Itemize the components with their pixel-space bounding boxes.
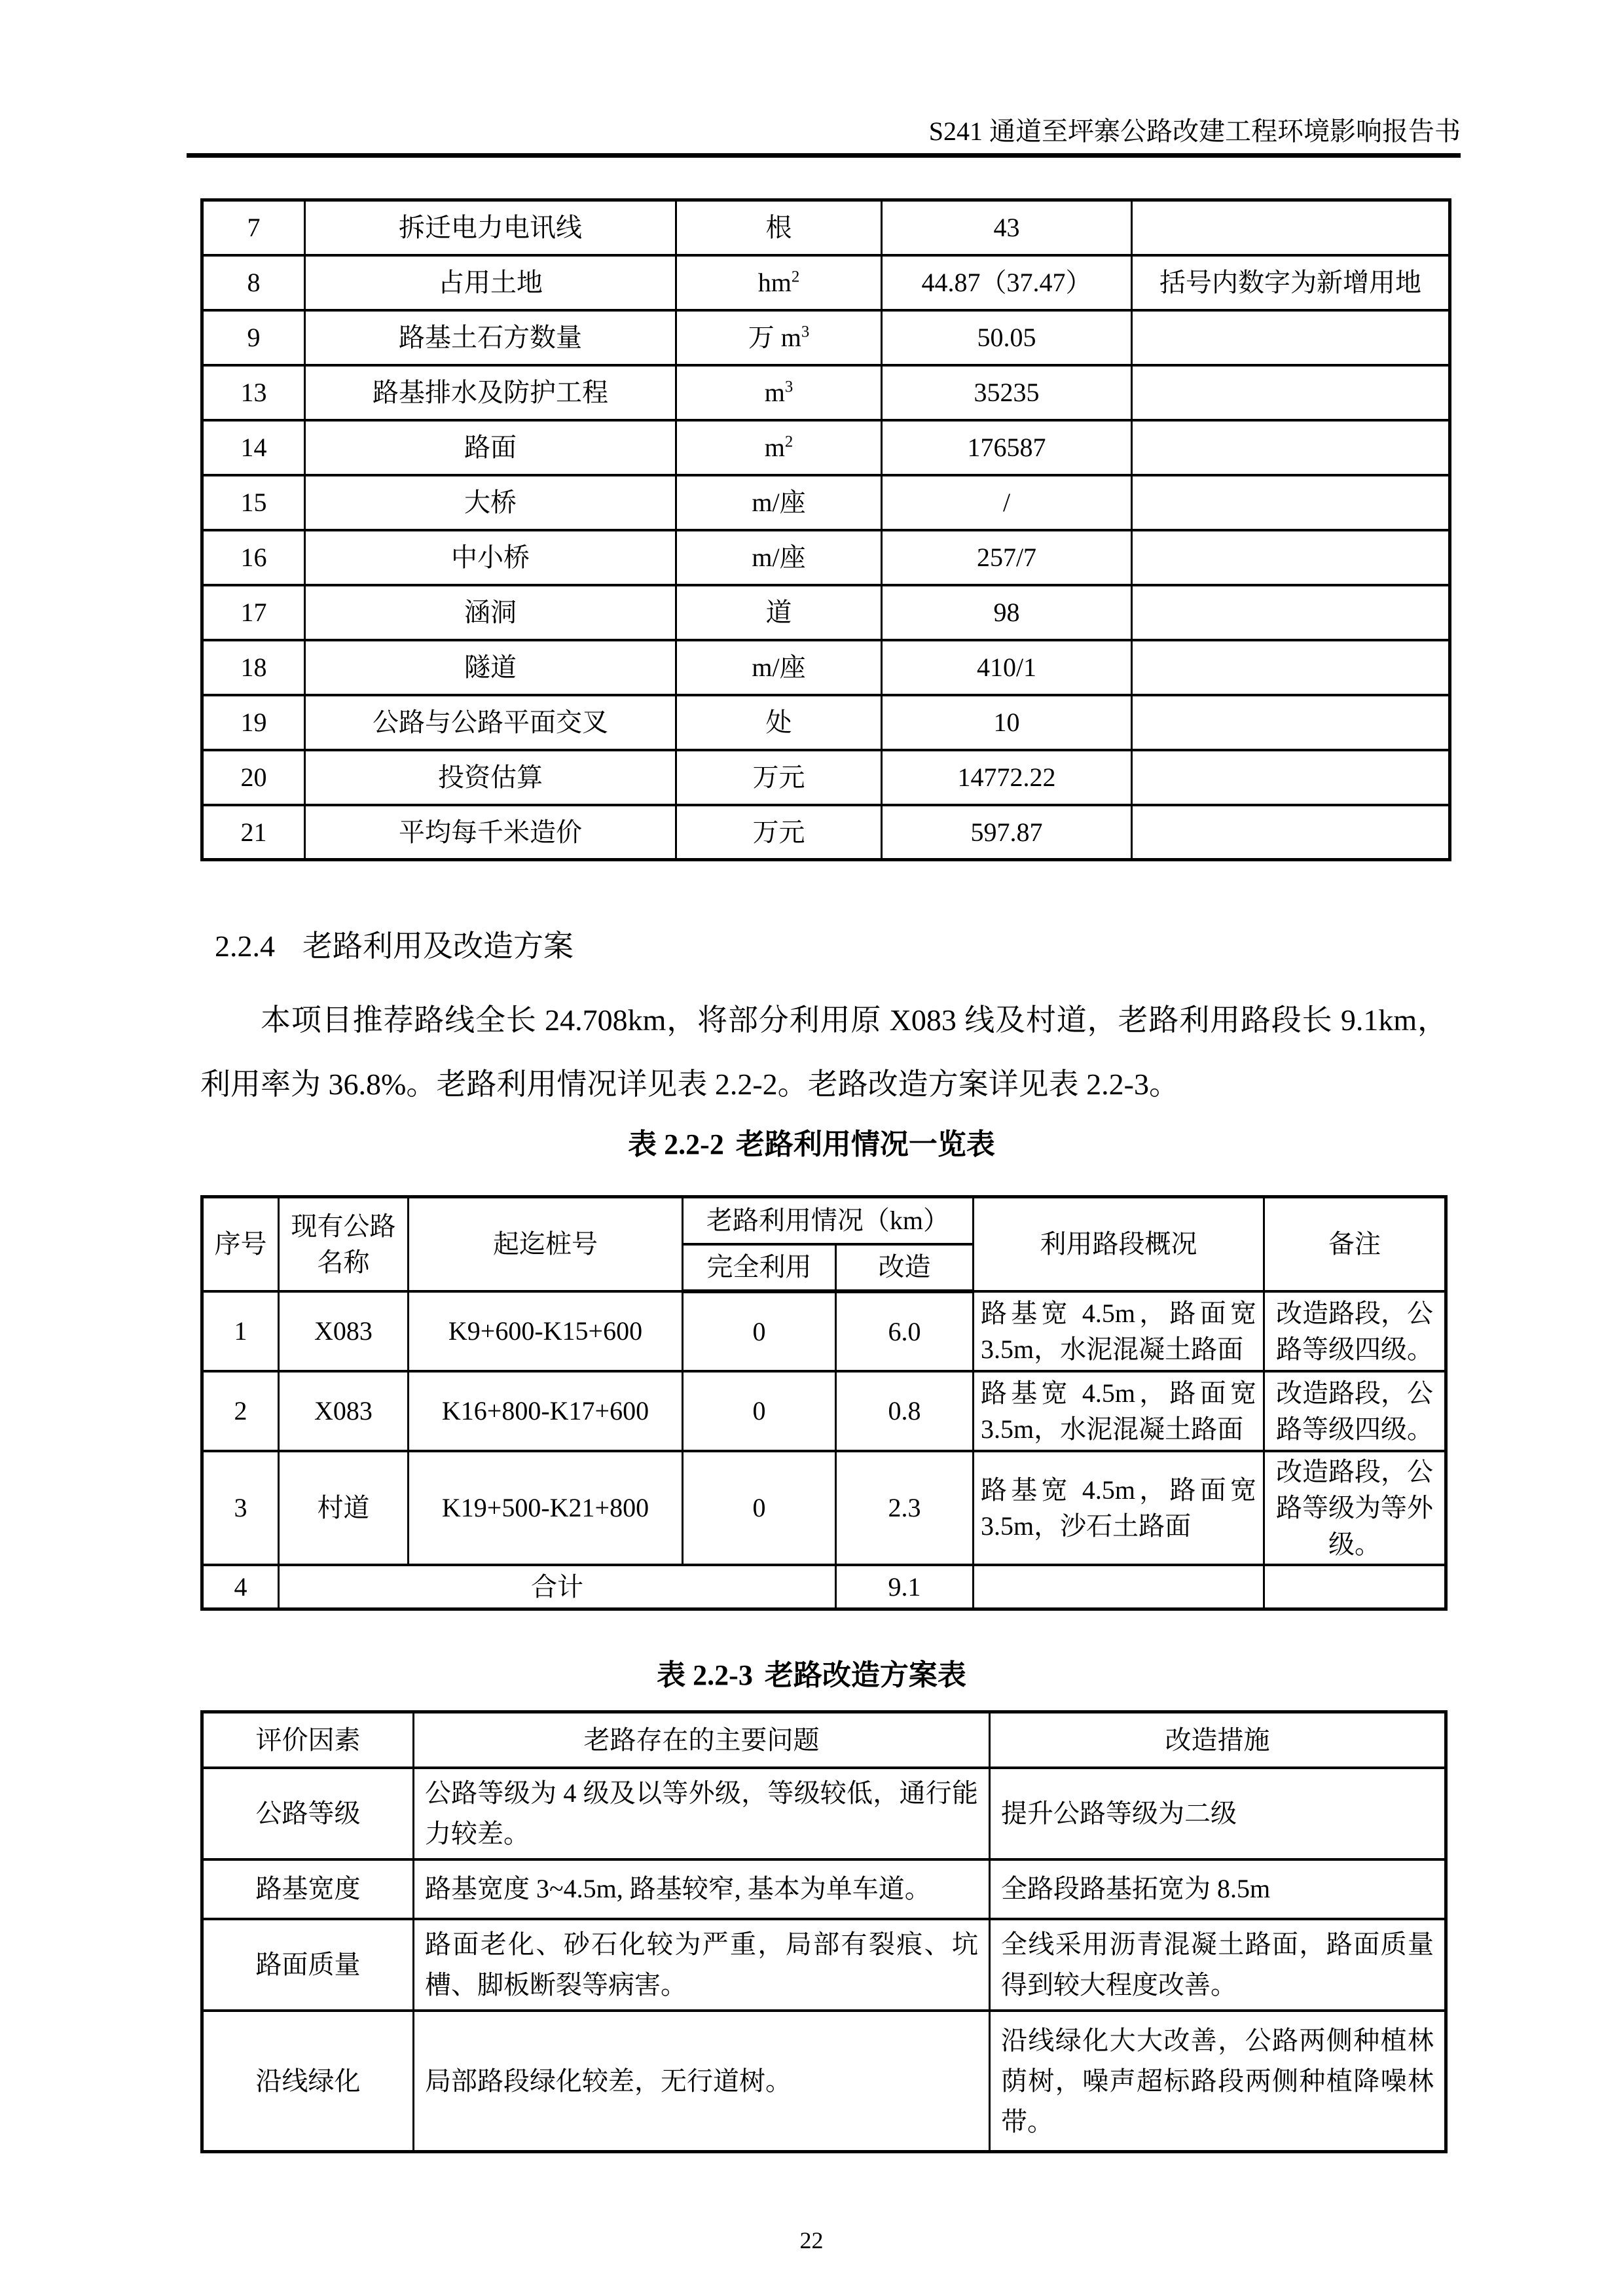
section-heading: [215, 927, 1623, 966]
table-cell: 14: [202, 420, 305, 475]
table-cell: 平均每千米造价: [305, 805, 676, 860]
table-row: [202, 2011, 1446, 2152]
table-cell: 13: [202, 365, 305, 420]
table-cell: 15: [202, 475, 305, 530]
header-cell-factor: 评价因素: [202, 1712, 414, 1768]
table-cell: 路基宽 4.5m，路面宽 3.5m，水泥混凝土路面: [974, 1291, 1264, 1371]
table-cell: 全路段路基拓宽为 8.5m: [990, 1859, 1446, 1919]
table-cell: [1132, 365, 1450, 420]
table-cell: 0: [683, 1451, 836, 1565]
table-cell: 改造路段，公路等级为等外级。: [1264, 1451, 1446, 1565]
table-row: [202, 200, 1450, 255]
table-cell: 根: [676, 200, 882, 255]
header-cell-measures: 改造措施: [990, 1712, 1446, 1768]
table-cell: 沿线绿化: [202, 2011, 414, 2152]
table-cell: 路基宽 4.5m，路面宽 3.5m，水泥混凝土路面: [974, 1371, 1264, 1451]
header-cell-use-group: 老路利用情况（km）: [683, 1197, 974, 1244]
table-cell: 村道: [279, 1451, 409, 1565]
rebuild-table-body: [202, 1768, 1446, 2152]
table-cell: 6.0: [836, 1291, 974, 1371]
table-cell: X083: [279, 1291, 409, 1371]
table-cell: 道: [676, 585, 882, 640]
table-cell: [1132, 805, 1450, 860]
table-cell: m/座: [676, 640, 882, 695]
table-cell: 路面老化、砂石化较为严重，局部有裂痕、坑槽、脚板断裂等病害。: [414, 1919, 990, 2011]
table-cell: 投资估算: [305, 750, 676, 805]
header-cell-stake: 起迄桩号: [409, 1197, 683, 1291]
table-row: [202, 695, 1450, 750]
table-row: [202, 530, 1450, 585]
table-cell: 公路等级为 4 级及以等外级，等级较低，通行能力较差。: [414, 1768, 990, 1859]
table-cell: 8: [202, 255, 305, 310]
table-cell: 43: [882, 200, 1132, 255]
rebuild-table: [200, 1710, 1448, 2153]
table-cell: 路面: [305, 420, 676, 475]
header-cell-road-name: 现有公路名称: [279, 1197, 409, 1291]
table-cell: 括号内数字为新增用地: [1132, 255, 1450, 310]
table-cell: 16: [202, 530, 305, 585]
table-cell: 改造路段，公路等级四级。: [1264, 1371, 1446, 1451]
table-cell: 大桥: [305, 475, 676, 530]
table-cell: 44.87（37.47）: [882, 255, 1132, 310]
table-cell: 路基宽 4.5m，路面宽 3.5m，沙石土路面: [974, 1451, 1264, 1565]
table-cell: 10: [882, 695, 1132, 750]
table-222-title-text: 老路利用情况一览表: [735, 1128, 995, 1160]
table-row: [202, 585, 1450, 640]
report-title: S241 通道至坪寨公路改建工程环境影响报告书: [928, 117, 1461, 146]
table-cell: 路面质量: [202, 1919, 414, 2011]
table-cell: [1132, 530, 1450, 585]
rebuild-table-head: [202, 1712, 1446, 1768]
table-cell: 改造路段，公路等级四级。: [1264, 1291, 1446, 1371]
table-cell: 3: [202, 1451, 279, 1565]
table-cell: [1132, 200, 1450, 255]
table-cell: 0: [683, 1371, 836, 1451]
table-cell: [1132, 420, 1450, 475]
table-cell: 98: [882, 585, 1132, 640]
table-cell: K9+600-K15+600: [409, 1291, 683, 1371]
table-cell: $m^2$: [676, 420, 882, 475]
table-cell: 14772.22: [882, 750, 1132, 805]
table-cell: $hm^2$: [676, 255, 882, 310]
table-cell: 中小桥: [305, 530, 676, 585]
table-223-title-text: 老路改造方案表: [764, 1659, 966, 1692]
table-row: [202, 1291, 1446, 1371]
table-cell: 全线采用沥青混凝土路面，路面质量得到较大程度改善。: [990, 1919, 1446, 2011]
indicator-table-body: [202, 200, 1450, 860]
table-cell: /: [882, 475, 1132, 530]
table-cell: [1132, 640, 1450, 695]
table-cell: 0.8: [836, 1371, 974, 1451]
table-cell: [1132, 750, 1450, 805]
table-row: [202, 365, 1450, 420]
table-header-row: [202, 1712, 1446, 1768]
header-cell-overview: 利用路段概况: [974, 1197, 1264, 1291]
table-cell: $m^3$: [676, 365, 882, 420]
page-number: 22: [799, 2227, 824, 2254]
table-cell: 处: [676, 695, 882, 750]
header-cell-problems: 老路存在的主要问题: [414, 1712, 990, 1768]
table-cell: 隧道: [305, 640, 676, 695]
table-row: [202, 255, 1450, 310]
road-use-table: [200, 1195, 1448, 1611]
table-cell: 20: [202, 750, 305, 805]
table-222-title: [0, 1127, 1623, 1162]
table-cell: 涵洞: [305, 585, 676, 640]
table-cell: [1132, 310, 1450, 365]
table-row: [202, 1565, 1446, 1609]
road-use-table-body: [202, 1291, 1446, 1609]
table-cell: 沿线绿化大大改善，公路两侧种植林荫树，噪声超标路段两侧种植降噪林带。: [990, 2011, 1446, 2152]
table-cell: [1132, 695, 1450, 750]
table-row: [202, 475, 1450, 530]
table-cell: 35235: [882, 365, 1132, 420]
table-header-row: [202, 1197, 1446, 1244]
header-cell-rebuild: 改造: [836, 1244, 974, 1291]
table-cell: 万 $m^3$: [676, 310, 882, 365]
table-cell: 公路与公路平面交叉: [305, 695, 676, 750]
table-cell: 18: [202, 640, 305, 695]
table-223-title-number: 表 2.2-3: [657, 1659, 753, 1692]
table-cell: 9: [202, 310, 305, 365]
table-cell: X083: [279, 1371, 409, 1451]
table-cell: 257/7: [882, 530, 1132, 585]
table-222-title-number: 表 2.2-2: [628, 1128, 724, 1160]
table-cell: 路基宽度: [202, 1859, 414, 1919]
table-cell: 局部路段绿化较差，无行道树。: [414, 2011, 990, 2152]
section-number: 2.2.4: [215, 929, 275, 963]
table-row: [202, 805, 1450, 860]
table-cell: 7: [202, 200, 305, 255]
table-cell: [1132, 585, 1450, 640]
table-cell: 拆迁电力电讯线: [305, 200, 676, 255]
table-cell: [1264, 1565, 1446, 1609]
body-paragraph: 本项目推荐路线全长 24.708km，将部分利用原 X083 线及村道，老路利用路段长 9.1km，利用率为 36.8%。老路利用情况详见表 2.2-2。老路改造方案详见表 2.2-3。: [200, 1003, 1448, 1101]
header-cell-full-use: 完全利用: [683, 1244, 836, 1291]
table-cell: 2: [202, 1371, 279, 1451]
table-cell: [1132, 475, 1450, 530]
table-cell: 176587: [882, 420, 1132, 475]
table-cell: 4: [202, 1565, 279, 1609]
table-cell: 万元: [676, 805, 882, 860]
table-row: [202, 640, 1450, 695]
header-cell-seq: 序号: [202, 1197, 279, 1291]
table-cell: 路基排水及防护工程: [305, 365, 676, 420]
table-row: [202, 750, 1450, 805]
table-cell: 公路等级: [202, 1768, 414, 1859]
table-cell: 19: [202, 695, 305, 750]
road-use-table-head: [202, 1197, 1446, 1291]
table-cell: K16+800-K17+600: [409, 1371, 683, 1451]
table-row: [202, 310, 1450, 365]
page-header: [187, 117, 1461, 158]
table-row: [202, 1451, 1446, 1565]
table-cell: 597.87: [882, 805, 1132, 860]
table-cell: [974, 1565, 1264, 1609]
table-223-title: [0, 1658, 1623, 1693]
section-title: 老路利用及改造方案: [302, 929, 574, 963]
table-cell: m/座: [676, 530, 882, 585]
table-row: [202, 1919, 1446, 2011]
table-cell: 路基土石方数量: [305, 310, 676, 365]
table-cell: 路基宽度 3~4.5m, 路基较窄, 基本为单车道。: [414, 1859, 990, 1919]
table-cell: 合计: [279, 1565, 836, 1609]
header-cell-remark: 备注: [1264, 1197, 1446, 1291]
table-cell: 提升公路等级为二级: [990, 1768, 1446, 1859]
indicator-table: [200, 198, 1451, 861]
table-row: [202, 1859, 1446, 1919]
table-cell: 21: [202, 805, 305, 860]
table-cell: 17: [202, 585, 305, 640]
table-cell: m/座: [676, 475, 882, 530]
table-cell: 占用土地: [305, 255, 676, 310]
table-row: [202, 1371, 1446, 1451]
table-cell: 2.3: [836, 1451, 974, 1565]
table-cell: 410/1: [882, 640, 1132, 695]
table-cell: 50.05: [882, 310, 1132, 365]
table-row: [202, 1768, 1446, 1859]
table-cell: 0: [683, 1291, 836, 1371]
table-cell: 9.1: [836, 1565, 974, 1609]
table-row: [202, 420, 1450, 475]
table-cell: K19+500-K21+800: [409, 1451, 683, 1565]
table-cell: 万元: [676, 750, 882, 805]
table-cell: 1: [202, 1291, 279, 1371]
